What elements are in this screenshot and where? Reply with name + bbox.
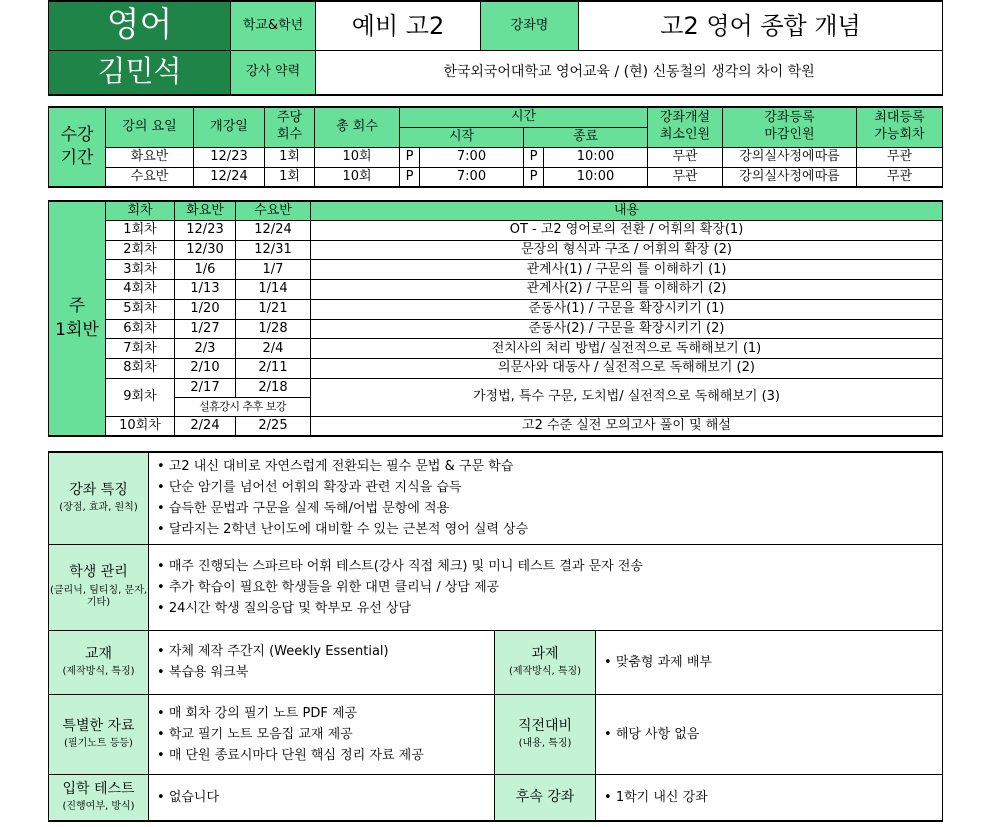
- header-end: 종료: [524, 127, 648, 147]
- entrance-subtitle: (진행여부, 방식): [62, 801, 135, 813]
- session-content: 준동사(1) / 구문을 확장시키기 (1): [311, 299, 943, 319]
- list-item: • 습득한 문법과 구문을 실제 독해/어법 문항에 적용: [157, 498, 942, 519]
- material-title: 교재: [84, 645, 113, 662]
- row-start: 7:00: [420, 147, 524, 167]
- session-content: 가정법, 특수 구문, 도치법/ 실전적으로 독해해보기 (3): [311, 379, 943, 417]
- curriculum-row: [49, 299, 943, 319]
- session-content: 고2 수준 실전 모의고사 풀이 및 해설: [311, 416, 943, 436]
- header-deadline: [723, 107, 857, 147]
- session-content: 문장의 형식과 구조 / 어휘의 확장 (2): [311, 240, 943, 260]
- list-item: • 해당 사항 없음: [604, 724, 942, 745]
- header-max: [857, 107, 943, 147]
- row-total: 10회: [315, 147, 400, 167]
- row-total: 10회: [315, 167, 400, 187]
- row-end-period: P: [524, 167, 544, 187]
- curriculum-row: [49, 240, 943, 260]
- header-start-date: 개강일: [194, 107, 265, 147]
- material-subtitle: (제작방식, 특징): [62, 666, 135, 677]
- curriculum-row: [49, 359, 943, 379]
- entrance-content: [149, 774, 495, 821]
- tue-date: 1/27: [175, 319, 236, 339]
- row-start-period: P: [400, 167, 420, 187]
- session: 4회차: [106, 280, 175, 300]
- tue-date: 1/13: [175, 280, 236, 300]
- exam-prep-label: [495, 694, 596, 774]
- tue-date: 1/6: [175, 260, 236, 280]
- features-content: [149, 452, 943, 544]
- material-label: [49, 630, 149, 694]
- row-deadline: 강의실사정에따름: [723, 167, 857, 187]
- session: 1회차: [106, 220, 175, 240]
- homework-label: [495, 630, 596, 694]
- special-label: [49, 694, 149, 774]
- followup-content: [596, 774, 943, 821]
- wed-date: 2/4: [236, 339, 311, 359]
- list-item: • 고2 내신 대비로 자연스럽게 전환되는 필수 문법 & 구문 학습: [157, 456, 942, 477]
- list-item: • 달라지는 2학년 난이도에 대비할 수 있는 근본적 영어 실력 상승: [157, 519, 942, 540]
- header-start: 시작: [400, 127, 524, 147]
- course-info-table: [48, 451, 943, 822]
- tue-date: 12/30: [175, 240, 236, 260]
- makeup-note: 설휴강시 추후 보강: [175, 398, 311, 416]
- row-weekly: 1회: [265, 167, 315, 187]
- wed-date: 1/28: [236, 319, 311, 339]
- school-label: 학교&학년: [231, 1, 316, 50]
- homework-content: [596, 630, 943, 694]
- wed-date: 2/11: [236, 359, 311, 379]
- list-item: • 매 단원 종료시마다 단원 핵심 정리 자료 제공: [157, 745, 494, 766]
- profile-label: 강사 약력: [231, 50, 316, 95]
- header-deadline-text: 강좌등록 마감인원: [764, 110, 815, 143]
- row-deadline: 강의실사정에따름: [723, 147, 857, 167]
- session-content: 전치사의 처리 방법/ 실전적으로 독해해보기 (1): [311, 339, 943, 359]
- tue-date: 2/24: [175, 416, 236, 436]
- schedule-row: [49, 147, 943, 167]
- schedule-side-label: [49, 107, 106, 187]
- wed-date: 1/21: [236, 299, 311, 319]
- session: 3회차: [106, 260, 175, 280]
- row-start: 7:00: [420, 167, 524, 187]
- schedule-side-text: 수강 기간: [60, 125, 94, 168]
- followup-title: 후속 강좌: [515, 788, 575, 805]
- session-content: 준동사(2) / 구문을 확장시키기 (2): [311, 319, 943, 339]
- followup-label: [495, 774, 596, 821]
- session-content: 관계사(2) / 구문의 틀 이해하기 (2): [311, 280, 943, 300]
- header-max-text: 최대등록 가능회차: [874, 110, 925, 143]
- homework-title: 과제: [531, 645, 559, 662]
- list-item: • 단순 암기를 넘어선 어휘의 확장과 관련 지식을 습득: [157, 477, 942, 498]
- tue-date: 2/10: [175, 359, 236, 379]
- header-time: 시간: [400, 107, 648, 127]
- curriculum-row: [49, 416, 943, 436]
- wed-date: 1/14: [236, 280, 311, 300]
- session: 10회차: [106, 416, 175, 436]
- teacher-profile: 한국외국어대학교 영어교육 / (현) 신동철의 생각의 차이 학원: [316, 50, 943, 95]
- list-item: • 매 회차 강의 필기 노트 PDF 제공: [157, 703, 494, 724]
- schedule-row: [49, 167, 943, 187]
- row-date: 12/24: [194, 167, 265, 187]
- row-end: 10:00: [544, 147, 648, 167]
- row-min: 무관: [648, 167, 723, 187]
- curriculum-row: [49, 379, 943, 398]
- teacher-name: 김민석: [49, 50, 231, 95]
- curriculum-side-text: 주 1회반: [55, 295, 99, 340]
- list-item: • 복습용 워크북: [157, 662, 494, 683]
- row-max: 무관: [857, 147, 943, 167]
- list-item: • 없습니다: [157, 787, 494, 808]
- curriculum-side-label: [49, 201, 106, 436]
- list-item: • 학교 필기 노트 모음집 교재 제공: [157, 724, 494, 745]
- wed-date: 12/24: [236, 220, 311, 240]
- row-day: 화요반: [106, 147, 194, 167]
- session: 2회차: [106, 240, 175, 260]
- list-item: • 자체 제작 주간지 (Weekly Essential): [157, 641, 494, 662]
- session: 6회차: [106, 319, 175, 339]
- row-weekly: 1회: [265, 147, 315, 167]
- course-label: 강좌명: [481, 1, 579, 50]
- header-tue: 화요반: [175, 201, 236, 220]
- features-subtitle: (장점, 효과, 원칙): [59, 502, 138, 514]
- wed-date: 2/25: [236, 416, 311, 436]
- entrance-title: 입학 테스트: [62, 780, 135, 797]
- curriculum-row: [49, 319, 943, 339]
- row-end: 10:00: [544, 167, 648, 187]
- list-item: • 맞춤형 과제 배부: [604, 652, 942, 673]
- session-content: 관계사(1) / 구문의 틀 이해하기 (1): [311, 260, 943, 280]
- management-subtitle: (클리닉, 팀티칭, 문자, 기타): [49, 584, 148, 609]
- wed-date: 12/31: [236, 240, 311, 260]
- features-title: 강좌 특징: [69, 481, 128, 498]
- tue-date: 2/17: [175, 379, 236, 398]
- header-day: 강의 요일: [106, 107, 194, 147]
- features-label: [49, 452, 149, 544]
- course-title: 고2 영어 종합 개념: [579, 1, 943, 50]
- schedule-table: [48, 106, 943, 188]
- session: 9회차: [106, 379, 175, 417]
- row-day: 수요반: [106, 167, 194, 187]
- wed-date: 2/18: [236, 379, 311, 398]
- list-item: • 1학기 내신 강좌: [604, 787, 942, 808]
- curriculum-row: [49, 220, 943, 240]
- session-content: 의문사와 대동사 / 실전적으로 독해해보기 (2): [311, 359, 943, 379]
- list-item: • 추가 학습이 필요한 학생들을 위한 대면 클리닉 / 상담 제공: [157, 577, 942, 598]
- session: 7회차: [106, 339, 175, 359]
- header-total: 총 회수: [315, 107, 400, 147]
- session: 5회차: [106, 299, 175, 319]
- management-content: [149, 544, 943, 630]
- row-max: 무관: [857, 167, 943, 187]
- wed-date: 1/7: [236, 260, 311, 280]
- management-title: 학생 관리: [69, 564, 128, 581]
- exam-prep-title: 직전대비: [517, 717, 573, 734]
- curriculum-row: [49, 280, 943, 300]
- tue-date: 12/23: [175, 220, 236, 240]
- curriculum-row: [49, 339, 943, 359]
- curriculum-table: [48, 200, 943, 437]
- list-item: • 24시간 학생 질의응답 및 학부모 유선 상담: [157, 598, 942, 619]
- session-content: OT - 고2 영어로의 전환 / 어휘의 확장(1): [311, 220, 943, 240]
- header-min: [648, 107, 723, 147]
- management-label: [49, 544, 149, 630]
- special-content: [149, 694, 495, 774]
- subject-title: 영어: [49, 1, 231, 50]
- session: 8회차: [106, 359, 175, 379]
- header-weekly-text: 주당 회수: [276, 110, 303, 143]
- exam-prep-subtitle: (내용, 특징): [518, 738, 572, 749]
- row-min: 무관: [648, 147, 723, 167]
- special-subtitle: (필기노트 등등): [64, 738, 133, 749]
- material-content: [149, 630, 495, 694]
- special-title: 특별한 자료: [62, 717, 135, 734]
- exam-prep-content: [596, 694, 943, 774]
- school-value: 예비 고2: [316, 1, 481, 50]
- tue-date: 2/3: [175, 339, 236, 359]
- homework-subtitle: (제작방식, 특징): [508, 666, 582, 677]
- tue-date: 1/20: [175, 299, 236, 319]
- list-item: • 매주 진행되는 스파르타 어휘 테스트(강사 직접 체크) 및 미니 테스트 결과 문자 전송: [157, 556, 942, 577]
- course-header: [48, 0, 943, 96]
- row-end-period: P: [524, 147, 544, 167]
- header-min-text: 강좌개설 최소인원: [659, 110, 711, 143]
- header-session: 회차: [106, 201, 175, 220]
- row-start-period: P: [400, 147, 420, 167]
- header-wed: 수요반: [236, 201, 311, 220]
- curriculum-row: [49, 260, 943, 280]
- row-date: 12/23: [194, 147, 265, 167]
- header-content: 내용: [311, 201, 943, 220]
- header-weekly: [265, 107, 315, 147]
- entrance-label: [49, 774, 149, 821]
